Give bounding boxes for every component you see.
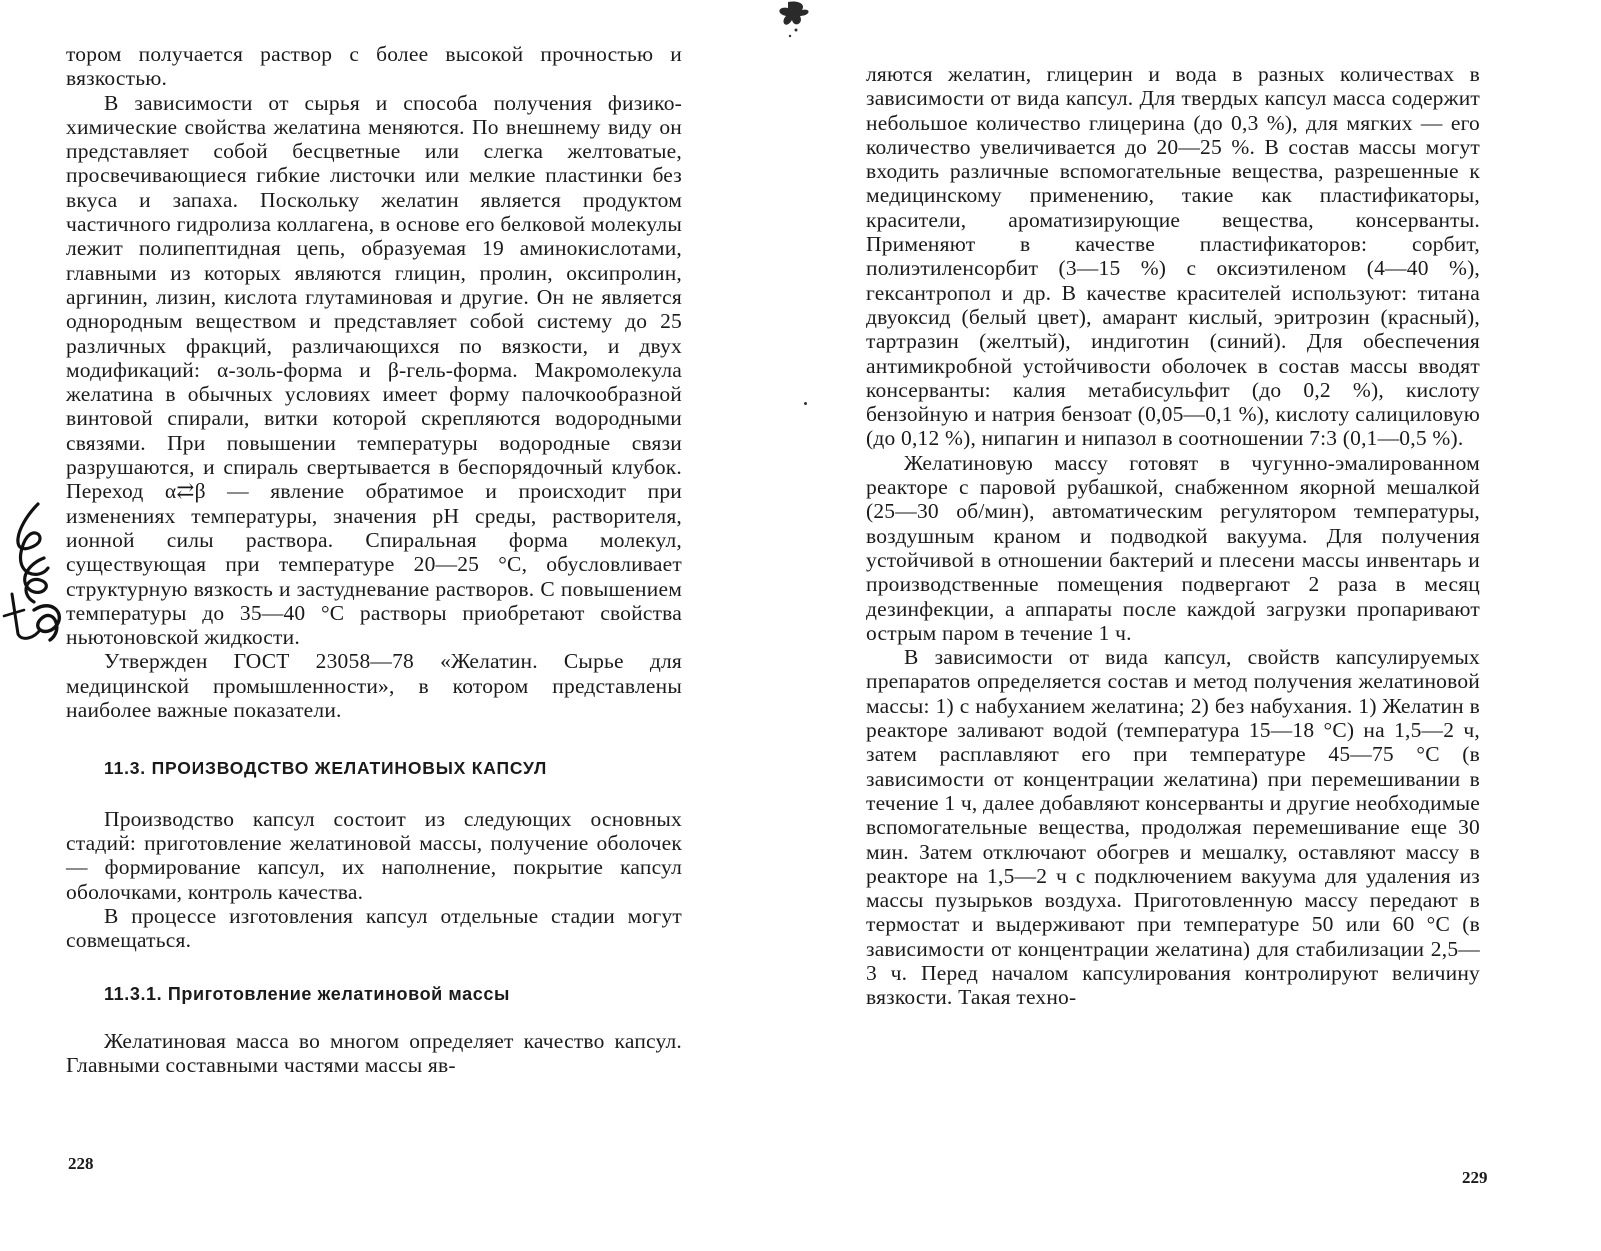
- handwritten-scribble-icon: [0, 498, 68, 648]
- subsection-heading: 11.3.1. Приготовление желатиновой массы: [104, 984, 510, 1005]
- left-page: [0, 0, 760, 1251]
- scan-speck: [804, 402, 807, 405]
- right-text-column: [866, 62, 1480, 1010]
- body-paragraph: Желатиновая масса во многом определяет качество капсул. Главными составными частями массы яв-: [66, 1028, 682, 1077]
- body-paragraph: Желатиновую массу готовят в чугунно-эмалированном реакторе с паровой рубашкой, снабженном якорной мешалкой (25—30 об/мин), автоматическим регулятором температуры, воздушным краном и подводкой вакуума. Для получения устойчивой в отношении бактерий и плесени массы инвентарь и производственные помещения подвергают 2 раза в месяц дезинфекции, а аппараты после каждой загрузки пропаривают острым паром в течение 1 ч.: [866, 450, 1480, 645]
- body-paragraph: ляются желатин, глицерин и вода в разных количествах в зависимости от вида капсул. Для твердых капсул масса содержит небольшое количество глицерина (до 0,3 %), для мягких — его количество увеличивается до 20—25 %. В состав массы могут входить различные вспомогательные вещества, разрешенные к медицинскому применению, такие как пластификаторы, красители, ароматизирующие вещества, консерванты. Применяют в качестве пластификаторов: сорбит, полиэтиленсорбит (3—15 %) с оксиэтиленом (4—40 %), гексантропол и др. В качестве красителей используют: титана двуоксид (белый цвет), амарант кислый, эритрозин (красный), тартразин (желтый), индиготин (синий). Для обеспечения антимикробной устойчивости оболочек в состав массы вводят консерванты: калия метабисульфит (до 0,2 %), кислоту бензойную и натрия бензоат (0,05—0,1 %), кислоту салициловую (до 0,12 %), нипагин и нипазол в соотношении 7:3 (0,1—0,5 %).: [866, 62, 1480, 451]
- body-paragraph: В зависимости от сырья и способа получения физико-химические свойства желатина меняются. По внешнему виду он представляет собой бесцветные или слегка желтоватые, просвечивающиеся гибкие листочки или мелкие пластинки без вкуса и запаха. Поскольку желатин является продуктом частичного гидролиза коллагена, в основе его белковой молекулы лежит полипептидная цепь, образуемая 19 аминокислотами, главными из которых являются глицин, пролин, оксипролин, аргинин, лизин, кислота глутаминовая и другие. Он не является однородным веществом и представляет собой систему до 25 различных фракций, различающихся по вязкости, и двух модификаций: α-золь-форма и β-гель-форма. Макромолекула желатина в обычных условиях имеет форму палочкообразной винтовой спирали, витки которой скрепляются водородными связями. При повышении температуры водородные связи разрушаются, и спираль свертывается в беспорядочный клубок. Переход α⇄β — явление обратимое и происходит при изменениях температуры, значения pH среды, растворителя, ионной силы раствора. Спиральная форма молекул, существующая при температуре 20—25 °С, обусловливает структурную вязкость и застудневание растворов. С повышением температуры до 35—40 °С растворы приобретают свойства ньютоновской жидкости.: [66, 90, 682, 650]
- left-text-column: [66, 42, 682, 1077]
- right-page: [810, 0, 1601, 1251]
- body-paragraph: В зависимости от вида капсул, свойств капсулируемых препаратов определяется состав и метод получения желатиновой массы: 1) с набуханием желатина; 2) без набухания. 1) Желатин в реакторе заливают водой (температура 15—18 °С) на 1,5—2 ч, затем расплавляют его при температуре 45—75 °С (в зависимости от концентрации желатина) при перемешивании в течение 1 ч, далее добавляют консерванты и другие необходимые вспомогательные вещества, продолжая перемешивание еще 30 мин. Затем отключают обогрев и мешалку, оставляют массу в реакторе на 1,5—2 ч с подключением вакуума для удаления из массы пузырьков воздуха. Приготовленную массу передают в термостат и выдерживают при температуре 50 или 60 °С (в зависимости от концентрации желатина) для стабилизации 2,5—3 ч. Перед началом капсулирования контролируют величину вязкости. Такая техно-: [866, 645, 1480, 1010]
- page-number: 229: [1462, 1168, 1488, 1187]
- page-number: 228: [68, 1154, 94, 1173]
- body-paragraph: тором получается раствор с более высокой прочностью и вязкостью.: [66, 42, 682, 91]
- body-paragraph: В процессе изготовления капсул отдельные стадии могут совмещаться.: [66, 903, 682, 953]
- section-heading: 11.3. ПРОИЗВОДСТВО ЖЕЛАТИНОВЫХ КАПСУЛ: [104, 758, 548, 779]
- body-paragraph: Утвержден ГОСТ 23058—78 «Желатин. Сырье для медицинской промышленности», в котором представлены наиболее важные показатели.: [66, 649, 682, 723]
- body-paragraph: Производство капсул состоит из следующих основных стадий: приготовление желатиновой массы, получение оболочек — формирование капсул, их наполнение, покрытие капсул оболочками, контроль качества.: [66, 806, 682, 904]
